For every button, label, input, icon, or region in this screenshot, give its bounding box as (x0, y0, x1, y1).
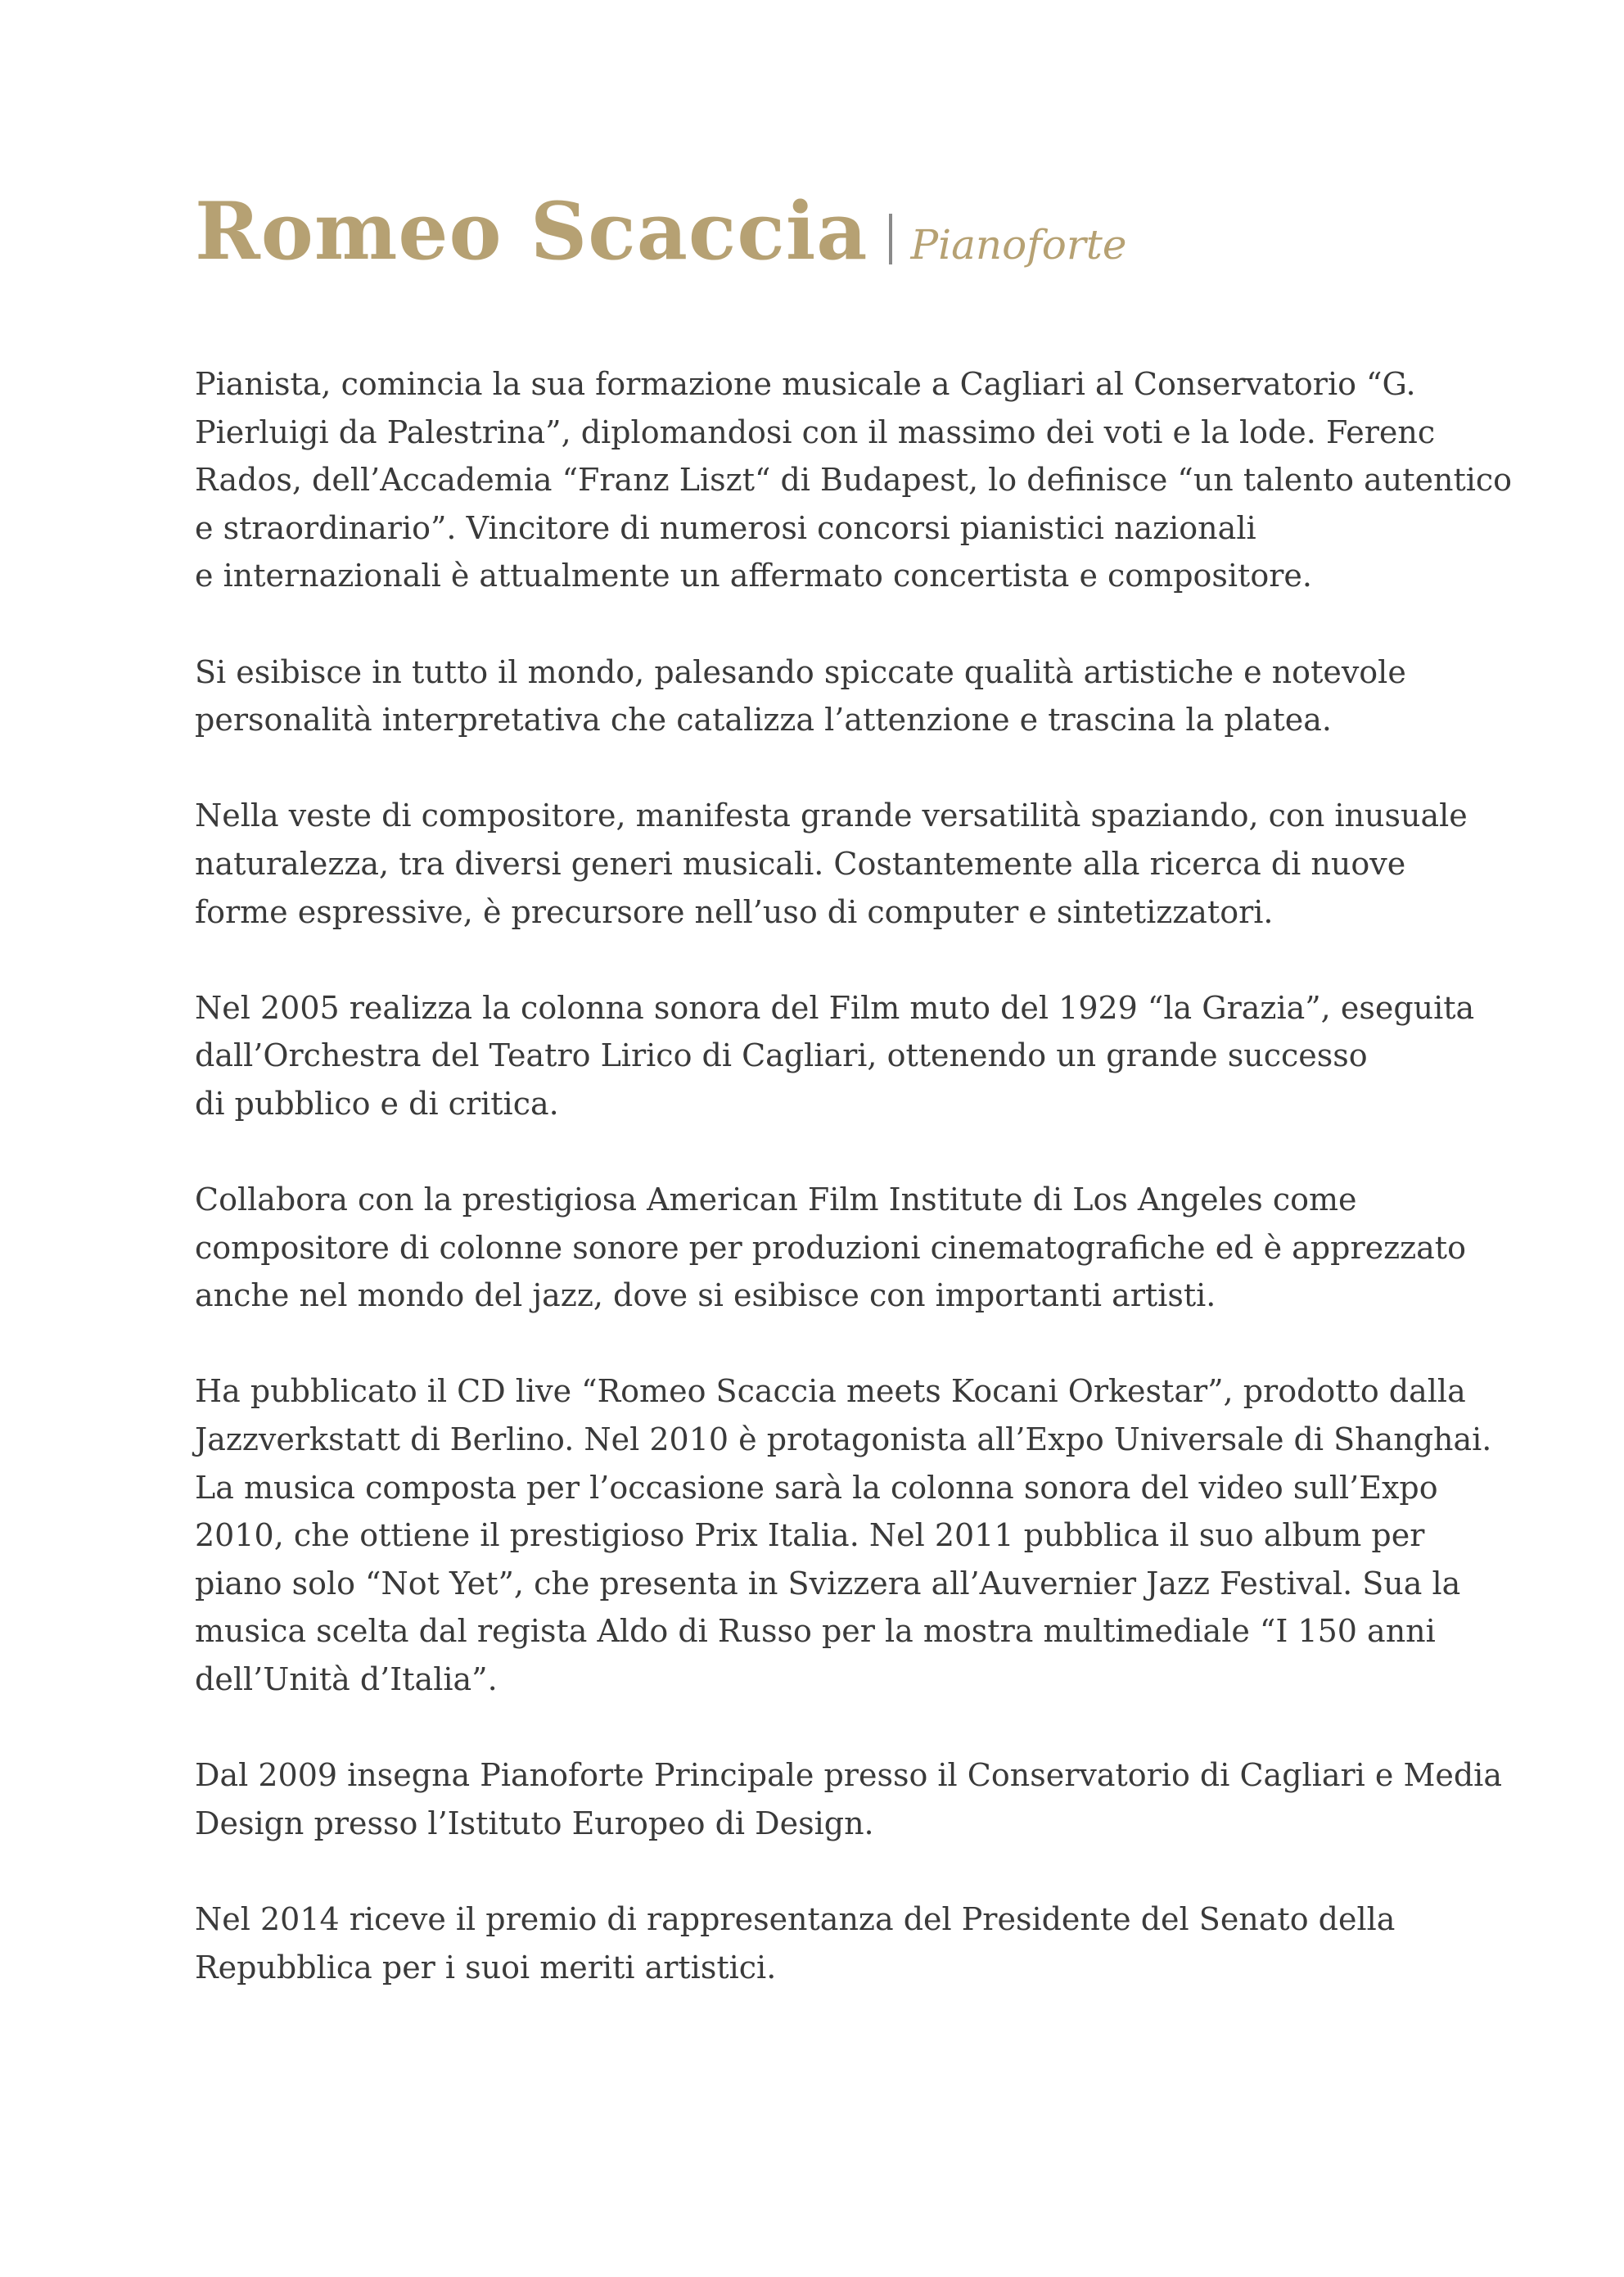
text-line: Rados, dell’Accademia “Franz Liszt“ di Budapest, lo definisce “un talento autentico (195, 462, 1513, 499)
paragraph (195, 1176, 1537, 1320)
text-line: La musica composta per l’occasione sarà la colonna sonora del video sull’Expo (195, 1469, 1438, 1506)
text-line: Pianista, comincia la sua formazione musicale a Cagliari al Conservatorio “G. (195, 366, 1416, 402)
text-line: Design presso l’Istituto Europeo di Design. (195, 1805, 874, 1841)
text-line: Nel 2014 riceve il premio di rappresentanza del Presidente del Senato della (195, 1901, 1396, 1937)
paragraph (195, 984, 1537, 1128)
page-title (195, 185, 1126, 283)
biography-body (195, 360, 1537, 2040)
paragraph (195, 1895, 1537, 1991)
text-line: Si esibisce in tutto il mondo, palesando spiccate qualità artistiche e notevole (195, 653, 1406, 690)
text-line: di pubblico e di critica. (195, 1085, 559, 1122)
text-line: compositore di colonne sonore per produzioni cinematografiche ed è apprezzato (195, 1229, 1466, 1266)
text-line: personalità interpretativa che catalizza l’attenzione e trascina la platea. (195, 702, 1332, 739)
text-line: 2010, che ottiene il prestigioso Prix Italia. Nel 2011 pubblica il suo album per (195, 1517, 1425, 1554)
instrument-subtitle: Pianoforte (910, 221, 1127, 269)
text-line: Nella veste di compositore, manifesta grande versatilità spaziando, con inusuale (195, 797, 1468, 834)
text-line: Repubblica per i suoi meriti artistici. (195, 1949, 777, 1986)
text-line: e internazionali è attualmente un affermato concertista e compositore. (195, 558, 1312, 594)
text-line: Collabora con la prestigiosa American Film Institute di Los Angeles come (195, 1181, 1357, 1218)
text-line: naturalezza, tra diversi generi musicali. Costantemente alla ricerca di nuove (195, 845, 1406, 882)
paragraph (195, 1367, 1537, 1703)
text-line: Ha pubblicato il CD live “Romeo Scaccia meets Kocani Orkestar”, prodotto dalla (195, 1373, 1466, 1410)
artist-name: Romeo Scaccia (195, 185, 868, 278)
paragraph (195, 1751, 1537, 1847)
text-line: dall’Orchestra del Teatro Lirico di Cagliari, ottenendo un grande successo (195, 1037, 1368, 1074)
text-line: e straordinario”. Vincitore di numerosi concorsi pianistici nazionali (195, 509, 1256, 546)
paragraph (195, 648, 1537, 744)
paragraph (195, 792, 1537, 936)
paragraph (195, 360, 1537, 600)
text-line: dell’Unità d’Italia”. (195, 1661, 498, 1698)
text-line: Nel 2005 realizza la colonna sonora del Film muto del 1929 “la Grazia”, eseguita (195, 989, 1475, 1026)
text-line: Dal 2009 insegna Pianoforte Principale presso il Conservatorio di Cagliari e Media (195, 1757, 1502, 1794)
text-line: anche nel mondo del jazz, dove si esibisce con importanti artisti. (195, 1277, 1216, 1314)
text-line: Jazzverkstatt di Berlino. Nel 2010 è protagonista all’Expo Universale di Shanghai. (195, 1421, 1492, 1458)
text-line: musica scelta dal regista Aldo di Russo per la mostra multimediale “I 150 anni (195, 1613, 1436, 1650)
text-line: forme espressive, è precursore nell’uso di computer e sintetizzatori. (195, 893, 1274, 930)
text-line: Pierluigi da Palestrina”, diplomandosi con il massimo dei voti e la lode. Ferenc (195, 413, 1436, 450)
text-line: piano solo “Not Yet”, che presenta in Svizzera all’Auvernier Jazz Festival. Sua la (195, 1565, 1461, 1602)
title-separator (889, 214, 892, 264)
